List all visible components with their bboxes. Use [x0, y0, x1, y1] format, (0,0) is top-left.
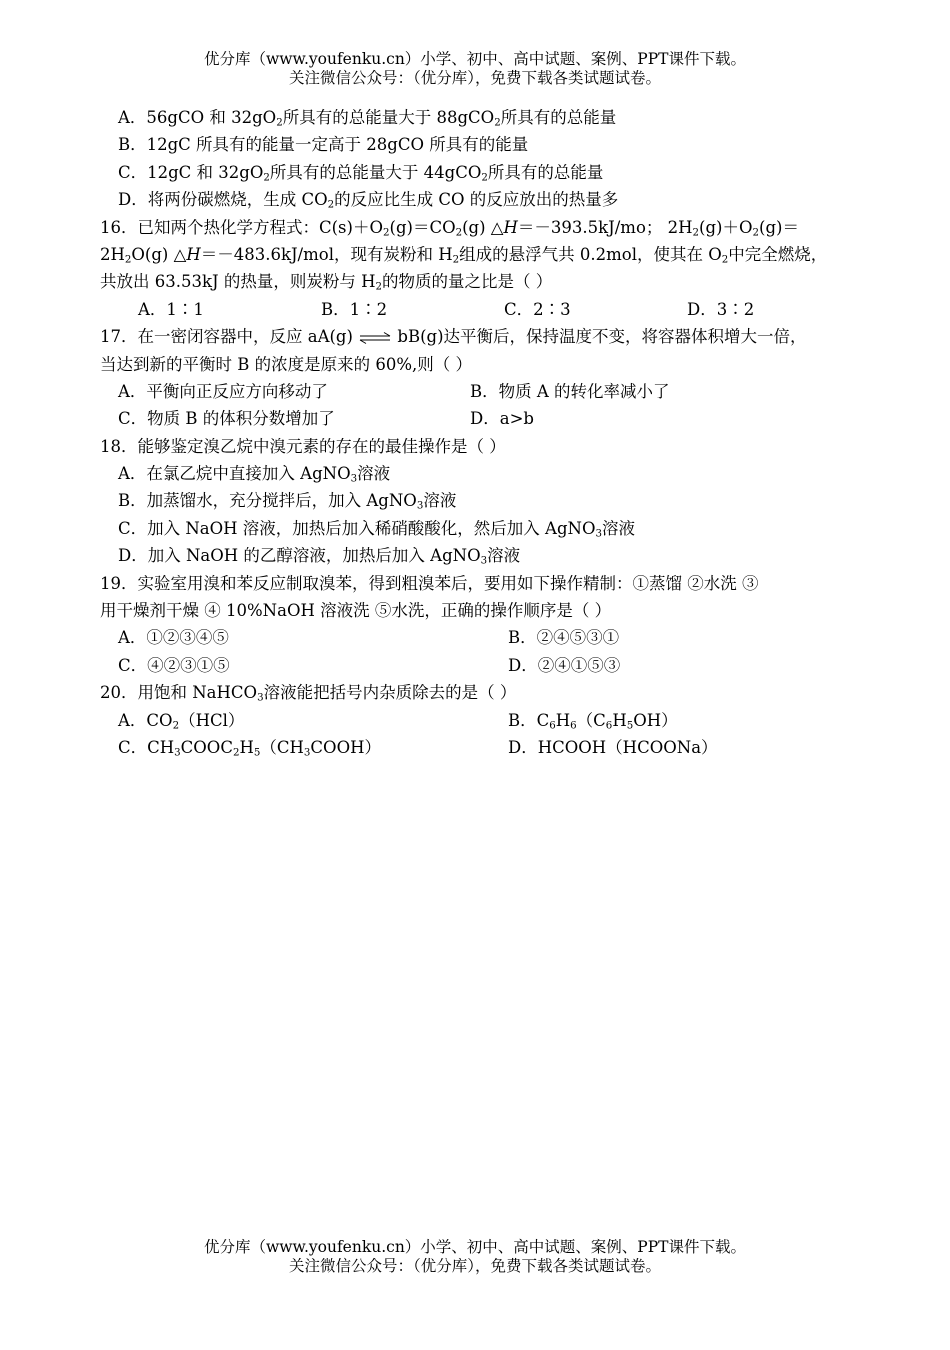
q20-option-a: A．$CO_2(HCl)$: [118, 710, 245, 732]
q17-option-b: B．物质 A 的转化率减小了: [470, 381, 670, 401]
q18-option-a: A．在氯乙烷中直接加入 AgNO$_3$溶液: [118, 464, 391, 485]
q16-option-c: C．2∶3: [504, 299, 571, 319]
q16-stem-line-3: 共放出 63.53kJ 的热量，则炭粉与 $H_2$的物质的量之比是（ ）: [100, 272, 553, 293]
q15-option-a: A．56gCO 和 $32gO_2$所具有的总能量大于 88gCO$_2$所具有的总能量: [118, 108, 617, 129]
q16-option-b: B．1∶2: [321, 299, 388, 319]
q20-options-row-2: [100, 734, 870, 761]
q16-option-a: A．1∶1: [138, 299, 204, 319]
q17-option-d: D．a>b: [470, 409, 534, 429]
q17-options-row-2: [100, 405, 870, 432]
q20-option-b: B．$C_6H_6(C_6H_5OH)$: [508, 710, 678, 732]
q16-stem-line-1: 16．已知两个热化学方程式：$C(s)+O_2(g)=CO_2(g)$ △H＝－393.5kJ/mo； $2H_2(g)+O_2(g)=$: [100, 217, 799, 239]
equilibrium-arrow-icon: [358, 331, 392, 345]
q18-option-b: B．加蒸馏水，充分搅拌后，加入 AgNO$_3$溶液: [118, 491, 457, 513]
q16-option-d: D．3∶2: [687, 299, 755, 319]
q20-options-row-1: [100, 707, 870, 734]
q17-option-a: A．平衡向正反应方向移动了: [118, 381, 328, 401]
q17-options-row-1: [100, 378, 870, 405]
q19-option-c: C．④②③①⑤: [118, 655, 230, 675]
q18-option-c: C．加入 NaOH 溶液，加热后加入稀硝酸酸化，然后加入 AgNO$_3$溶液: [118, 518, 636, 540]
q20-stem: 20．用饱和 NaHCO$_3$溶液能把括号内杂质除去的是（ ）: [100, 683, 517, 704]
q19-option-d: D．②④①⑤③: [508, 655, 621, 675]
q17-stem-line-2: 当达到新的平衡时 B 的浓度是原来的 60%,则（ ）: [100, 354, 473, 374]
header-line-1: 优分库（www.youfenku.cn）小学、初中、高中试题、案例、PPT课件下载。: [203, 50, 747, 68]
header-line-2: 关注微信公众号：（优分库），免费下载各类试题试卷。: [288, 69, 661, 87]
q16-stem-line-2: $2H_2O(g)$ △H＝－483.6kJ/mol，现有炭粉和 $H_2$组成的悬浮气共 0.2mol，使其在 $O_2$中完全燃烧，: [100, 244, 828, 266]
q19-option-b: B．②④⑤③①: [508, 628, 620, 648]
q16-options: [100, 296, 870, 323]
q18-option-d: D．加入 NaOH 的乙醇溶液，加热后加入 AgNO$_3$溶液: [118, 546, 521, 567]
footer-line-1: 优分库（www.youfenku.cn）小学、初中、高中试题、案例、PPT课件下载。: [203, 1238, 747, 1256]
footer-line-2: 关注微信公众号：（优分库），免费下载各类试题试卷。: [288, 1257, 661, 1275]
q19-stem-line-1: 19．实验室用溴和苯反应制取溴苯，得到粗溴苯后，要用如下操作精制：①蒸馏 ②水洗 ③: [100, 573, 759, 593]
q20-option-d: D．HCOOH（HCOONa）: [508, 737, 718, 757]
q15-option-d: D．将两份碳燃烧，生成 $CO_2$的反应比生成 CO 的反应放出的热量多: [118, 190, 619, 211]
q19-stem-line-2: 用干燥剂干燥 ④ 10%NaOH 溶液洗 ⑤水洗，正确的操作顺序是（ ）: [100, 601, 612, 621]
q20-option-c: C．$CH_3COOC_2H_5(CH_3COOH)$: [118, 737, 381, 759]
q15-option-b: B．12gC 所具有的能量一定高于 28gCO 所具有的能量: [118, 135, 529, 155]
page-header: [0, 50, 950, 88]
q19-options-row-1: [100, 624, 870, 651]
q19-option-a: A．①②③④⑤: [118, 628, 229, 648]
question-content: [100, 104, 870, 761]
page-footer: [0, 1238, 950, 1276]
q17-option-c: C．物质 B 的体积分数增加了: [118, 409, 335, 429]
q17-stem-line-1: 17．在一密闭容器中，反应 aA(g) bB(g)达平衡后，保持温度不变，将容器体积增大一倍，: [100, 327, 807, 347]
q15-option-c: C．12gC 和 $32gO_2$所具有的总能量大于 44gCO$_2$所具有的总能量: [118, 162, 604, 184]
q19-options-row-2: [100, 652, 870, 679]
q18-stem: 18．能够鉴定溴乙烷中溴元素的存在的最佳操作是（ ）: [100, 436, 506, 456]
